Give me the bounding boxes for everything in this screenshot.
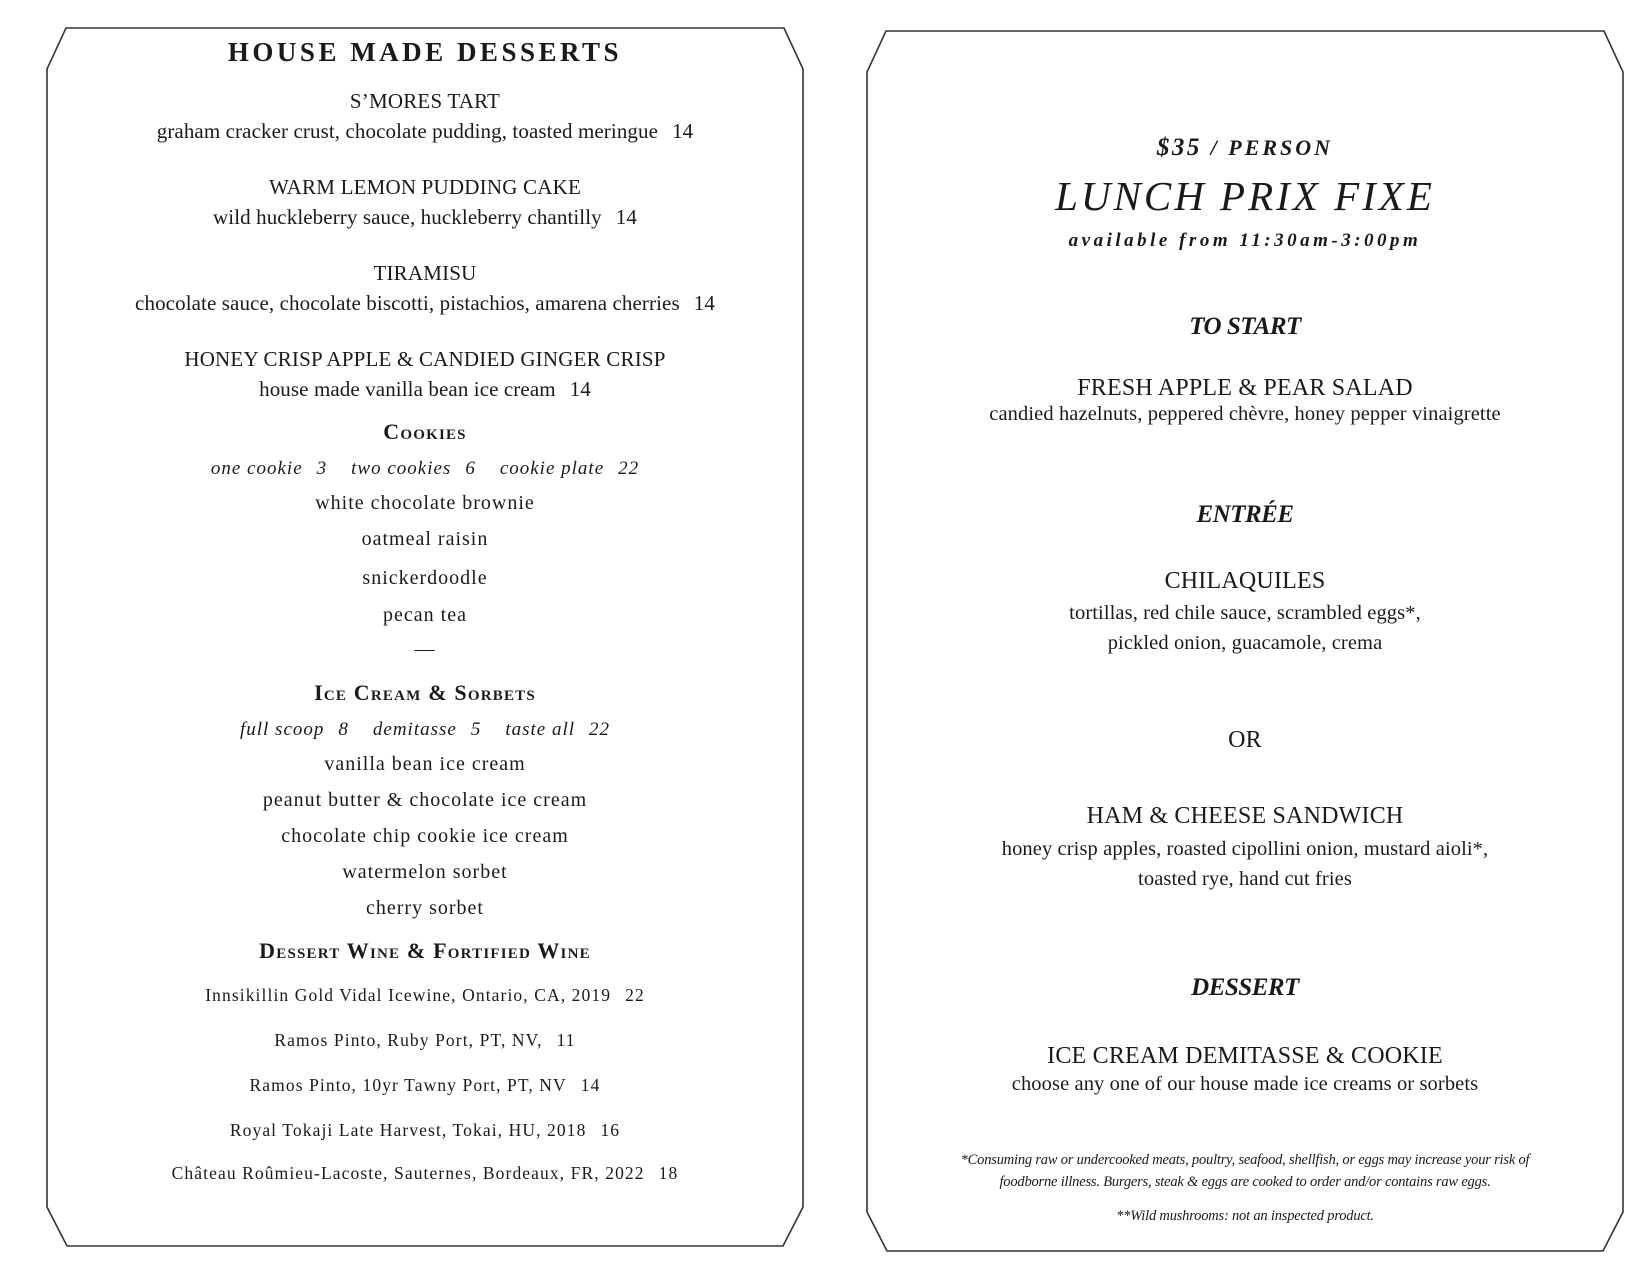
dessert-item-price: 14	[569, 377, 591, 401]
dessert-item-price: 14	[672, 119, 694, 143]
to-start-heading: TO START	[1189, 313, 1301, 340]
mushroom-note: **Wild mushrooms: not an inspected product.	[1116, 1208, 1374, 1224]
section-divider: —	[414, 638, 436, 660]
dessert-item-name: HONEY CRISP APPLE & CANDIED GINGER CRISP	[184, 347, 666, 371]
dessert-item-name: WARM LEMON PUDDING CAKE	[268, 175, 581, 199]
dessert-item-description: house made vanilla bean ice cream 14	[259, 377, 591, 401]
cookie-flavor: snickerdoodle	[362, 567, 488, 589]
ice-cream-flavor: cherry sorbet	[366, 897, 484, 919]
entree-option-description: honey crisp apples, roasted cipollini onion, mustard aioli*,	[1001, 838, 1489, 860]
start-item-description: candied hazelnuts, peppered chèvre, honey pepper vinaigrette	[989, 403, 1501, 425]
lunch-title: LUNCH PRIX FIXE	[1055, 173, 1435, 219]
wine-item: Château Roûmieu-Lacoste, Sauternes, Bordeaux, FR, 2022 18	[171, 1163, 679, 1183]
dessert-item-description: chocolate sauce, chocolate biscotti, pistachios, amarena cherries 14	[135, 291, 715, 315]
dessert-item-price: 14	[615, 205, 637, 229]
entree-option-name: CHILAQUILES	[1164, 568, 1326, 594]
ice-cream-flavor: watermelon sorbet	[342, 861, 508, 883]
entree-or: OR	[1228, 727, 1262, 753]
cookie-flavor: pecan tea	[383, 604, 467, 626]
dessert-item-description: wild huckleberry sauce, huckleberry chantilly 14	[213, 205, 637, 229]
cookie-flavor: white chocolate brownie	[315, 492, 535, 514]
wine-item: Ramos Pinto, 10yr Tawny Port, PT, NV 14	[249, 1075, 601, 1095]
entree-heading: ENTRÉE	[1196, 501, 1294, 528]
ice-cream-flavor: vanilla bean ice cream	[324, 753, 526, 775]
ice-cream-flavor: peanut butter & chocolate ice cream	[262, 789, 588, 811]
lunch-menu-panel	[866, 30, 1624, 1252]
cookie-flavor: oatmeal raisin	[361, 528, 489, 550]
wine-item: Royal Tokaji Late Harvest, Tokai, HU, 2018 16	[229, 1120, 621, 1140]
desserts-title: HOUSE MADE DESSERTS	[227, 37, 623, 67]
ice-cream-flavor: chocolate chip cookie ice cream	[281, 825, 569, 847]
ice-cream-options: full scoop 8 demitasse 5 taste all 22	[239, 719, 611, 740]
lunch-availability: available from 11:30am-3:00pm	[1068, 230, 1422, 251]
disclaimer: *Consuming raw or undercooked meats, poultry, seafood, shellfish, or eggs may increase your risk of	[960, 1152, 1530, 1168]
start-item-name: FRESH APPLE & PEAR SALAD	[1077, 375, 1413, 401]
entree-option-name: HAM & CHEESE SANDWICH	[1086, 803, 1404, 829]
entree-option-description: pickled onion, guacamole, crema	[1107, 632, 1383, 654]
dessert-item-name: ICE CREAM DEMITASSE & COOKIE	[1047, 1043, 1443, 1069]
dessert-item-name: TIRAMISU	[373, 261, 477, 285]
disclaimer: foodborne illness. Burgers, steak & eggs are cooked to order and/or contains raw eggs.	[999, 1174, 1491, 1190]
dessert-heading: DESSERT	[1191, 974, 1299, 1001]
dessert-item-description: graham cracker crust, chocolate pudding, toasted meringue 14	[156, 119, 694, 143]
wine-item: Innsikillin Gold Vidal Icewine, Ontario, CA, 2019 22	[205, 985, 645, 1005]
dessert-item-price: 14	[693, 291, 715, 315]
wine-heading: Dessert Wine & Fortified Wine	[259, 938, 591, 963]
wine-item: Ramos Pinto, Ruby Port, PT, NV, 11	[274, 1030, 576, 1050]
desserts-menu-panel	[46, 27, 804, 1247]
cookies-options: one cookie 3 two cookies 6 cookie plate 22	[210, 458, 640, 479]
dessert-item-description: choose any one of our house made ice creams or sorbets	[1011, 1073, 1479, 1095]
dessert-item-name: S’MORES TART	[349, 89, 501, 113]
lunch-price: $35 / PERSON	[1156, 134, 1334, 161]
cookies-heading: Cookies	[383, 419, 467, 444]
entree-option-description: toasted rye, hand cut fries	[1138, 868, 1352, 890]
ice-cream-heading: Ice Cream & Sorbets	[314, 680, 536, 705]
entree-option-description: tortillas, red chile sauce, scrambled eggs*,	[1069, 602, 1421, 624]
